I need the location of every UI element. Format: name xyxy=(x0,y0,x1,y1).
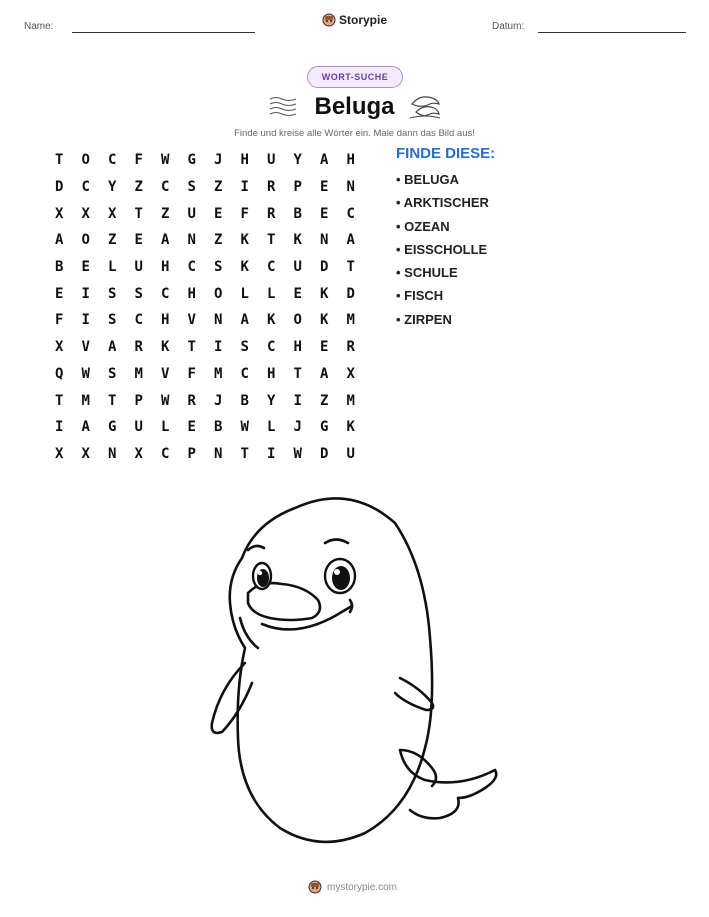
grid-cell: I xyxy=(214,339,223,356)
grid-cell: A xyxy=(320,365,329,382)
grid-cell: M xyxy=(81,392,90,409)
grid-cell: X xyxy=(108,205,117,222)
storypie-mascot-icon xyxy=(322,13,336,27)
grid-cell: Z xyxy=(214,179,223,196)
grid-cell: T xyxy=(187,339,196,356)
find-these-heading: FINDE DIESE: xyxy=(396,145,496,162)
grid-cell: U xyxy=(346,445,355,462)
word-list xyxy=(396,170,489,333)
grid-cell: K xyxy=(161,339,170,356)
grid-cell: C xyxy=(240,365,249,382)
grid-cell: N xyxy=(320,232,329,249)
grid-cell: Y xyxy=(267,392,276,409)
grid-cell: B xyxy=(214,419,223,436)
grid-cell: W xyxy=(293,445,302,462)
grid-cell: E xyxy=(214,205,223,222)
grid-cell: T xyxy=(293,365,302,382)
grid-cell: X xyxy=(55,339,64,356)
grid-cell: U xyxy=(293,259,302,276)
grid-cell: S xyxy=(187,179,196,196)
grid-cell: F xyxy=(55,312,64,329)
grid-cell: E xyxy=(55,285,64,302)
grid-cell: P xyxy=(293,179,302,196)
grid-cell: F xyxy=(240,205,249,222)
grid-cell: A xyxy=(108,339,117,356)
grid-cell: Z xyxy=(108,232,117,249)
grid-cell: D xyxy=(346,285,355,302)
grid-cell: D xyxy=(320,259,329,276)
grid-cell: K xyxy=(267,312,276,329)
letter-grid xyxy=(50,147,368,467)
page-title: Beluga xyxy=(314,93,395,120)
footer xyxy=(308,880,397,894)
grid-cell: B xyxy=(55,259,64,276)
grid-cell: P xyxy=(134,392,143,409)
footer-url: mystorypie.com xyxy=(327,881,398,893)
grid-cell: R xyxy=(346,339,355,356)
grid-cell: A xyxy=(320,152,329,169)
grid-cell: D xyxy=(55,179,64,196)
grid-cell: S xyxy=(108,365,117,382)
grid-cell: H xyxy=(161,259,170,276)
word-item: • SCHULE xyxy=(396,265,458,281)
grid-cell: C xyxy=(187,259,196,276)
grid-cell: C xyxy=(267,259,276,276)
grid-cell: O xyxy=(214,285,223,302)
grid-cell: H xyxy=(346,152,355,169)
grid-cell: N xyxy=(214,312,223,329)
grid-cell: H xyxy=(267,365,276,382)
grid-cell: X xyxy=(346,365,355,382)
word-item: • ZIRPEN xyxy=(396,311,452,327)
grid-cell: L xyxy=(267,285,276,302)
grid-cell: E xyxy=(187,419,196,436)
grid-row xyxy=(50,200,368,227)
word-item: • FISCH xyxy=(396,288,444,304)
grid-cell: I xyxy=(267,445,276,462)
grid-cell: X xyxy=(81,445,90,462)
grid-cell: C xyxy=(134,312,143,329)
word-search-badge: WORT-SUCHE xyxy=(307,66,403,88)
grid-cell: R xyxy=(267,205,276,222)
name-line xyxy=(72,32,255,33)
grid-cell: X xyxy=(81,205,90,222)
grid-cell: Y xyxy=(108,179,117,196)
grid-cell: E xyxy=(81,259,90,276)
grid-cell: C xyxy=(108,152,117,169)
grid-row xyxy=(50,307,368,334)
grid-cell: Q xyxy=(55,365,64,382)
dolphins-deco-icon xyxy=(408,90,442,120)
grid-cell: A xyxy=(81,419,90,436)
grid-cell: H xyxy=(240,152,249,169)
grid-cell: V xyxy=(187,312,196,329)
grid-cell: N xyxy=(214,445,223,462)
grid-cell: J xyxy=(214,392,223,409)
date-line xyxy=(538,32,686,33)
grid-cell: U xyxy=(267,152,276,169)
grid-cell: Z xyxy=(161,205,170,222)
grid-cell: Z xyxy=(134,179,143,196)
grid-cell: T xyxy=(108,392,117,409)
word-item: • OZEAN xyxy=(396,218,450,234)
grid-cell: S xyxy=(108,285,117,302)
grid-cell: K xyxy=(240,232,249,249)
grid-cell: M xyxy=(214,365,223,382)
grid-cell: A xyxy=(240,312,249,329)
grid-cell: R xyxy=(134,339,143,356)
grid-cell: U xyxy=(134,419,143,436)
grid-cell: N xyxy=(187,232,196,249)
grid-cell: C xyxy=(81,179,90,196)
grid-cell: K xyxy=(346,419,355,436)
grid-cell: K xyxy=(293,232,302,249)
grid-cell: W xyxy=(240,419,249,436)
grid-cell: N xyxy=(108,445,117,462)
grid-cell: E xyxy=(320,205,329,222)
grid-cell: Z xyxy=(320,392,329,409)
word-item: • BELUGA xyxy=(396,172,460,187)
grid-cell: T xyxy=(55,152,64,169)
grid-cell: L xyxy=(267,419,276,436)
grid-cell: G xyxy=(187,152,196,169)
grid-row xyxy=(50,147,368,174)
grid-cell: K xyxy=(320,285,329,302)
grid-cell: A xyxy=(346,232,355,249)
grid-cell: O xyxy=(81,232,90,249)
grid-cell: F xyxy=(187,365,196,382)
grid-cell: A xyxy=(55,232,64,249)
grid-cell: T xyxy=(134,205,143,222)
grid-cell: I xyxy=(81,285,90,302)
grid-cell: X xyxy=(134,445,143,462)
grid-row xyxy=(50,334,368,361)
grid-cell: V xyxy=(161,365,170,382)
grid-cell: C xyxy=(267,339,276,356)
name-label: Name: xyxy=(24,21,54,32)
grid-cell: R xyxy=(187,392,196,409)
instructions: Finde und kreise alle Wörter ein. Male dann das Bild aus! xyxy=(234,128,475,139)
grid-cell: P xyxy=(187,445,196,462)
grid-cell: B xyxy=(293,205,302,222)
grid-cell: L xyxy=(108,259,117,276)
grid-cell: O xyxy=(293,312,302,329)
grid-row xyxy=(50,361,368,388)
grid-cell: S xyxy=(108,312,117,329)
grid-cell: I xyxy=(240,179,249,196)
grid-cell: J xyxy=(293,419,302,436)
grid-cell: L xyxy=(240,285,249,302)
grid-cell: G xyxy=(108,419,117,436)
grid-cell: N xyxy=(346,179,355,196)
grid-row xyxy=(50,441,368,468)
grid-row xyxy=(50,280,368,307)
grid-cell: C xyxy=(161,445,170,462)
grid-cell: R xyxy=(267,179,276,196)
grid-row xyxy=(50,174,368,201)
grid-cell: F xyxy=(134,152,143,169)
grid-cell: M xyxy=(134,365,143,382)
brand-name: Storypie xyxy=(339,13,388,27)
grid-cell: T xyxy=(346,259,355,276)
grid-cell: C xyxy=(161,179,170,196)
grid-row xyxy=(50,414,368,441)
grid-cell: V xyxy=(81,339,90,356)
grid-cell: X xyxy=(55,205,64,222)
word-item: • ARKTISCHER xyxy=(396,195,489,211)
grid-cell: X xyxy=(55,445,64,462)
grid-cell: M xyxy=(346,312,355,329)
grid-cell: S xyxy=(240,339,249,356)
grid-cell: K xyxy=(240,259,249,276)
grid-row xyxy=(50,254,368,281)
grid-cell: B xyxy=(240,392,249,409)
grid-cell: C xyxy=(161,285,170,302)
grid-cell: T xyxy=(55,392,64,409)
grid-cell: T xyxy=(240,445,249,462)
grid-cell: E xyxy=(293,285,302,302)
grid-cell: K xyxy=(320,312,329,329)
grid-cell: T xyxy=(267,232,276,249)
grid-cell: Z xyxy=(214,232,223,249)
grid-cell: D xyxy=(320,445,329,462)
grid-cell: W xyxy=(81,365,90,382)
grid-cell: H xyxy=(293,339,302,356)
grid-cell: H xyxy=(187,285,196,302)
grid-cell: S xyxy=(134,285,143,302)
storypie-mascot-icon xyxy=(308,880,322,894)
grid-cell: C xyxy=(346,205,355,222)
grid-cell: E xyxy=(320,339,329,356)
grid-cell: O xyxy=(81,152,90,169)
grid-row xyxy=(50,387,368,414)
word-item: • EISSCHOLLE xyxy=(396,241,488,257)
grid-cell: E xyxy=(134,232,143,249)
grid-cell: H xyxy=(161,312,170,329)
grid-cell: S xyxy=(214,259,223,276)
grid-cell: E xyxy=(320,179,329,196)
grid-cell: U xyxy=(187,205,196,222)
grid-cell: M xyxy=(346,392,355,409)
grid-cell: Y xyxy=(293,152,302,169)
grid-cell: I xyxy=(293,392,302,409)
brand-logo xyxy=(322,13,387,27)
grid-cell: I xyxy=(81,312,90,329)
beluga-coloring-picture xyxy=(200,488,510,858)
grid-cell: I xyxy=(55,419,64,436)
grid-row xyxy=(50,227,368,254)
grid-cell: W xyxy=(161,152,170,169)
date-label: Datum: xyxy=(492,21,525,32)
grid-cell: A xyxy=(161,232,170,249)
grid-cell: G xyxy=(320,419,329,436)
grid-cell: J xyxy=(214,152,223,169)
grid-cell: W xyxy=(161,392,170,409)
grid-cell: L xyxy=(161,419,170,436)
grid-cell: U xyxy=(134,259,143,276)
